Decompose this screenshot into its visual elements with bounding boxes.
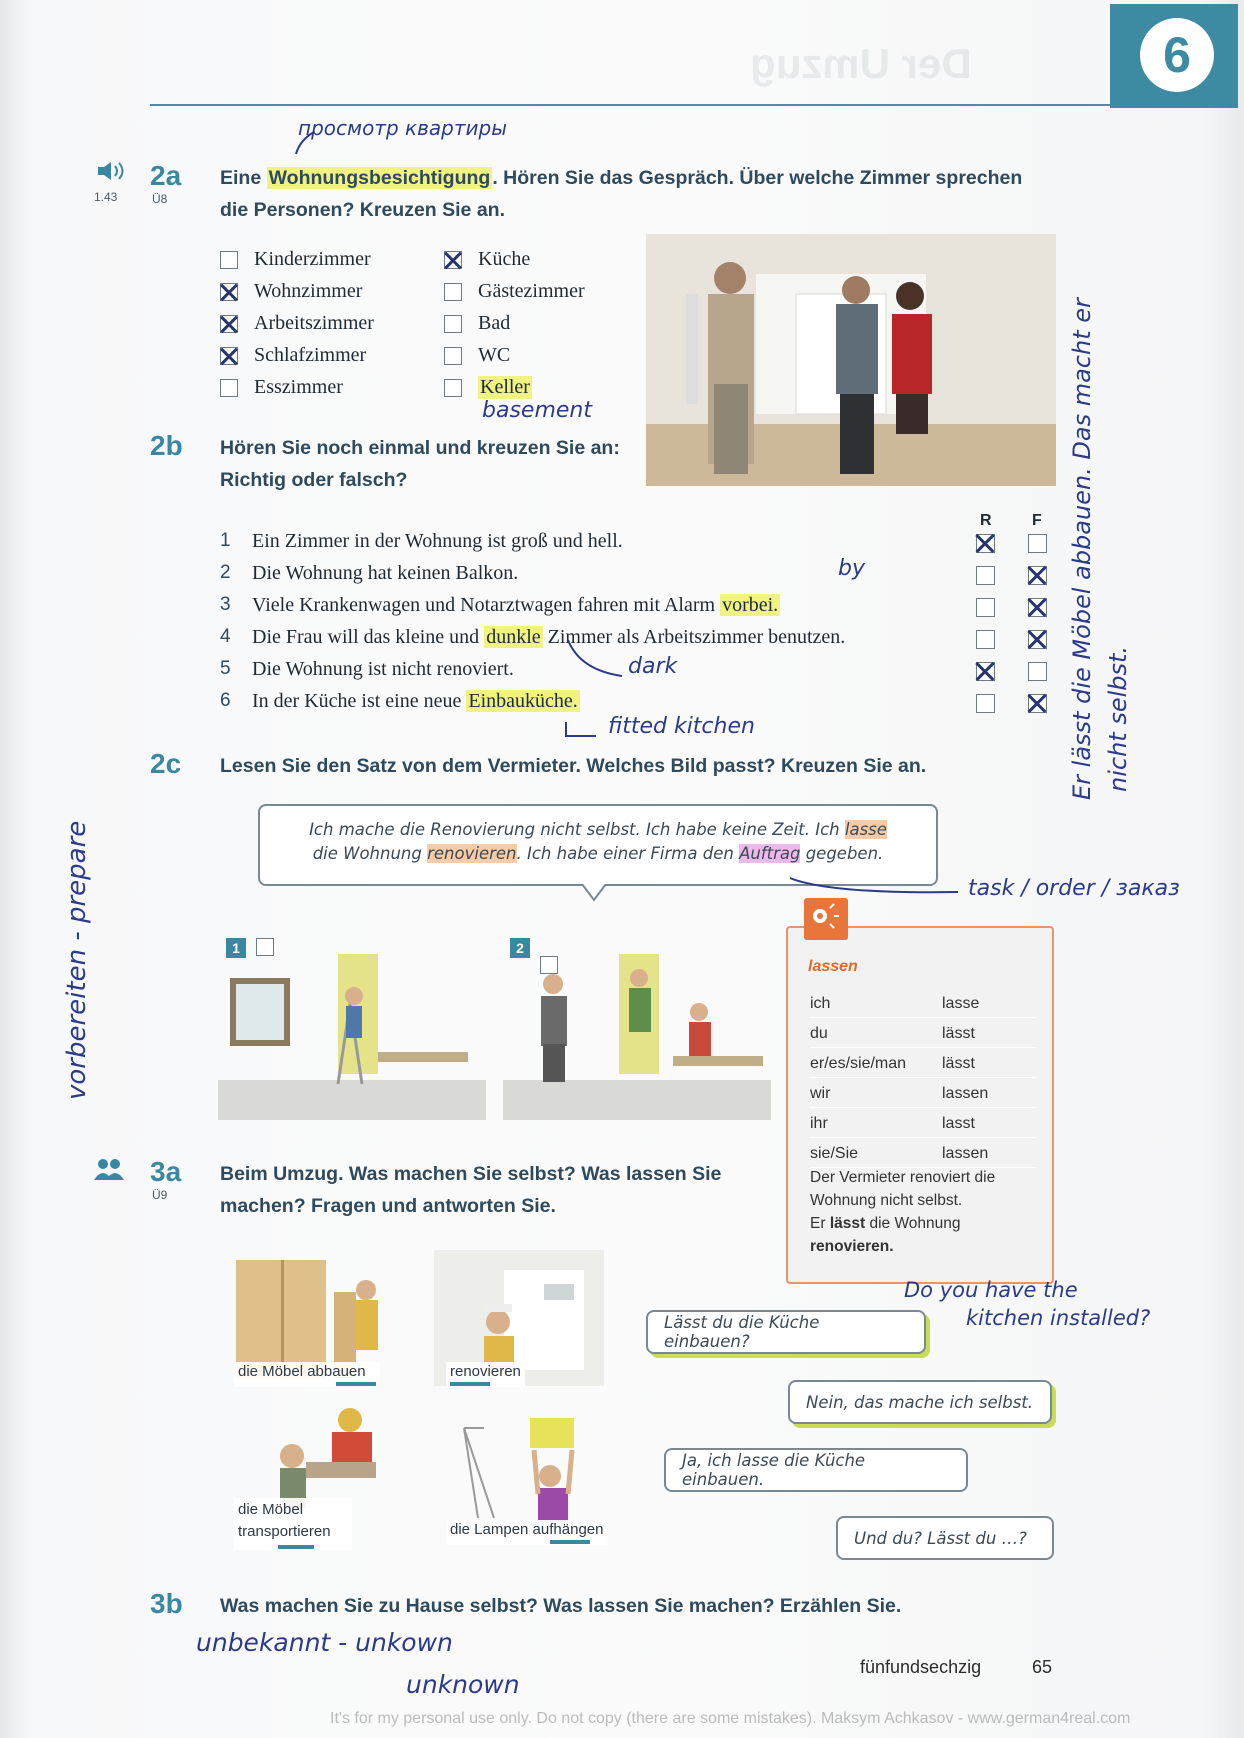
verb-form: lässt: [942, 1054, 975, 1072]
margin-note-right-1: Er lässt die Möbel abbauen. Das macht er: [1068, 298, 1096, 800]
grammar-box-lassen: [786, 926, 1054, 1284]
conjugation-row: [810, 1080, 1036, 1108]
label-disassemble-furniture: die Möbel abbauen: [234, 1362, 380, 1387]
statement-row: [220, 626, 845, 649]
label-hang-lamps: die Lampen aufhängen: [446, 1520, 607, 1545]
room-checkbox[interactable]: [444, 283, 462, 301]
verb-form: lässt: [942, 1024, 975, 1042]
statement-text: In der Küche ist eine neue Einbauküche.: [252, 690, 578, 712]
verb-form: lassen: [942, 1144, 989, 1162]
grammar-icon: [804, 898, 848, 940]
room-option[interactable]: [220, 344, 366, 367]
exercise-number-3a: 3a: [150, 1156, 182, 1187]
room-label: WC: [478, 344, 511, 366]
exercise-number-2b: 2b: [150, 430, 183, 461]
workbook-ref-3a: Ü9: [152, 1188, 168, 1202]
page-number-word: fünfundsechzig: [860, 1657, 982, 1677]
statement-text: Die Wohnung ist nicht renoviert.: [252, 658, 514, 680]
room-label: Wohnzimmer: [254, 280, 363, 302]
room-checkbox[interactable]: [444, 251, 462, 269]
mirrored-title: Der Umzug: [750, 40, 972, 87]
room-label: Arbeitszimmer: [254, 312, 374, 334]
room-option[interactable]: [444, 344, 510, 367]
page-number: 65: [1032, 1657, 1053, 1677]
exercise-number-3b: 3b: [150, 1588, 183, 1619]
margin-note-left: vorbereiten - prepare: [62, 820, 92, 1100]
conjugation-row: [810, 1050, 1036, 1078]
margin-note-right-2: nicht selbst.: [1104, 645, 1132, 792]
falsch-checkbox[interactable]: [1028, 694, 1047, 713]
grammar-example: Der Vermieter renoviert die Wohnung nicht selbst. Er lässt die Wohnung renovieren.: [810, 1169, 996, 1255]
speech-bubble-no: Nein, das mache ich selbst.: [788, 1380, 1052, 1424]
heading-2a: Eine Wohnungsbesichtigung . Hören Sie das Gespräch. Über welche Zimmer sprechen die Personen? Kreuzen Sie an.: [220, 167, 1023, 221]
chapter-number: 6: [1140, 18, 1214, 92]
note-question-2: kitchen installed?: [966, 1306, 1151, 1330]
richtig-checkbox[interactable]: [976, 694, 995, 713]
room-option[interactable]: [444, 312, 510, 335]
bubble-tail: [580, 884, 610, 902]
statement-number: 2: [220, 562, 231, 583]
verb-form: lasst: [942, 1114, 975, 1132]
room-label: Bad: [478, 312, 511, 334]
room-checkbox[interactable]: [220, 283, 238, 301]
conjugation-row: [810, 1140, 1036, 1168]
note-unbekannt: unbekannt - unkown: [196, 1628, 453, 1657]
grammar-title: lassen: [808, 958, 858, 975]
speech-bubble-and-you: Und du? Lässt du …?: [836, 1516, 1054, 1560]
pair-work-icon: [94, 1158, 124, 1187]
workbook-ref-2a: Ü8: [152, 192, 168, 206]
room-option[interactable]: [444, 280, 585, 303]
statement-row: [220, 594, 780, 617]
note-by: by: [838, 556, 865, 581]
note-arrow: [290, 128, 320, 158]
heading-2b: Hören Sie noch einmal und kreuzen Sie an: Richtig oder falsch?: [220, 437, 620, 491]
richtig-checkbox[interactable]: [976, 566, 995, 585]
exercise-number-2c: 2c: [150, 748, 182, 779]
statement-number: 3: [220, 594, 231, 615]
label-renovate: renovieren: [446, 1362, 525, 1387]
statement-row: [220, 530, 623, 553]
pronoun: wir: [810, 1084, 831, 1102]
room-checkbox[interactable]: [220, 315, 238, 333]
picture-1-number: 1: [226, 938, 246, 958]
statement-row: [220, 658, 514, 681]
falsch-checkbox[interactable]: [1028, 630, 1047, 649]
pronoun: er/es/sie/man: [810, 1054, 907, 1072]
room-label: Gästezimmer: [478, 280, 585, 302]
pronoun: du: [810, 1024, 828, 1042]
room-checkbox[interactable]: [220, 379, 238, 397]
room-option[interactable]: [220, 376, 343, 399]
note-fitted-kitchen: fitted kitchen: [608, 714, 755, 739]
room-label: Esszimmer: [254, 376, 343, 398]
richtig-checkbox[interactable]: [976, 598, 995, 617]
pronoun: ich: [810, 994, 831, 1012]
room-checkbox[interactable]: [220, 347, 238, 365]
falsch-checkbox[interactable]: [1028, 662, 1047, 681]
heading-3b: Was machen Sie zu Hause selbst? Was lassen Sie machen? Erzählen Sie.: [220, 1595, 902, 1617]
room-checkbox[interactable]: [220, 251, 238, 269]
conjugation-row: [810, 1110, 1036, 1138]
verb-form: lassen: [942, 1084, 989, 1102]
richtig-checkbox[interactable]: [976, 662, 995, 681]
note-arrows: [560, 640, 650, 750]
conjugation-row: [810, 1020, 1036, 1048]
label-transport-furniture: die Möbel transportieren: [234, 1498, 352, 1550]
speech-bubble-yes: Ja, ich lasse die Küche einbauen.: [664, 1448, 968, 1492]
room-checkbox[interactable]: [444, 379, 462, 397]
statement-text: Die Frau will das kleine und dunkle Zimmer als Arbeitszimmer benutzen.: [252, 626, 846, 648]
verb-form: lasse: [942, 994, 980, 1012]
falsch-checkbox[interactable]: [1028, 534, 1047, 553]
room-label: Küche: [478, 248, 531, 270]
audio-track: 1.43: [94, 190, 118, 204]
room-option[interactable]: [444, 376, 532, 399]
falsch-checkbox[interactable]: [1028, 598, 1047, 617]
room-label: Keller: [480, 376, 530, 398]
room-option[interactable]: [220, 312, 374, 335]
richtig-checkbox[interactable]: [976, 630, 995, 649]
room-checkbox[interactable]: [444, 315, 462, 333]
picture-2-number: 2: [510, 938, 530, 958]
pronoun: sie/Sie: [810, 1144, 859, 1162]
column-f-label: F: [1032, 512, 1042, 529]
heading-2c: Lesen Sie den Satz von dem Vermieter. Welches Bild passt? Kreuzen Sie an.: [220, 755, 927, 777]
apartment-viewing-photo: [646, 234, 1056, 486]
statement-row: [220, 562, 518, 585]
conjugation-row: [810, 990, 1036, 1018]
room-option[interactable]: [220, 280, 362, 303]
note-task-order: task / order / заказ: [968, 876, 1180, 901]
room-option[interactable]: [444, 248, 530, 271]
room-label: Schlafzimmer: [254, 344, 367, 366]
header-rule: [150, 104, 1110, 106]
room-option[interactable]: [220, 248, 371, 271]
speech-bubble-question: Lässt du die Küche einbauen?: [646, 1310, 926, 1354]
statement-number: 4: [220, 626, 231, 647]
note-unknown: unknown: [406, 1670, 520, 1699]
statement-number: 1: [220, 530, 231, 551]
statement-row: [220, 690, 580, 713]
statement-text: Ein Zimmer in der Wohnung ist groß und hell.: [252, 530, 623, 552]
statement-number: 6: [220, 690, 231, 711]
statement-number: 5: [220, 658, 231, 679]
note-dark: dark: [628, 654, 678, 679]
landlord-speech-bubble: Ich mache die Renovierung nicht selbst. Ich habe keine Zeit. Ich lasse die Wohnung renovieren. Ich habe einer Firma den Auftrag gegeben.: [258, 804, 938, 886]
note-viewing: просмотр квартиры: [298, 116, 507, 140]
column-r-label: R: [980, 512, 992, 529]
note-question-1: Do you have the: [904, 1278, 1078, 1302]
exercise-number-2a: 2a: [150, 160, 182, 191]
watermark: It's for my personal use only. Do not copy (there are some mistakes). Maksym Achkasov - www.german4real.com: [330, 1710, 1131, 1727]
richtig-checkbox[interactable]: [976, 534, 995, 553]
note-basement: basement: [482, 398, 592, 423]
statement-text: Viele Krankenwagen und Notarztwagen fahren mit Alarm vorbei.: [252, 594, 779, 616]
statement-text: Die Wohnung hat keinen Balkon.: [252, 562, 519, 584]
pronoun: ihr: [810, 1114, 828, 1132]
picture-1-illustration: [218, 944, 486, 1120]
falsch-checkbox[interactable]: [1028, 566, 1047, 585]
room-label: Kinderzimmer: [254, 248, 371, 270]
room-checkbox[interactable]: [444, 347, 462, 365]
heading-3a: Beim Umzug. Was machen Sie selbst? Was lassen Sie machen? Fragen und antworten Sie.: [220, 1163, 722, 1217]
picture-2-illustration: [503, 944, 771, 1120]
audio-icon[interactable]: [96, 160, 126, 187]
illustration-hang-lamps: [454, 1398, 614, 1528]
